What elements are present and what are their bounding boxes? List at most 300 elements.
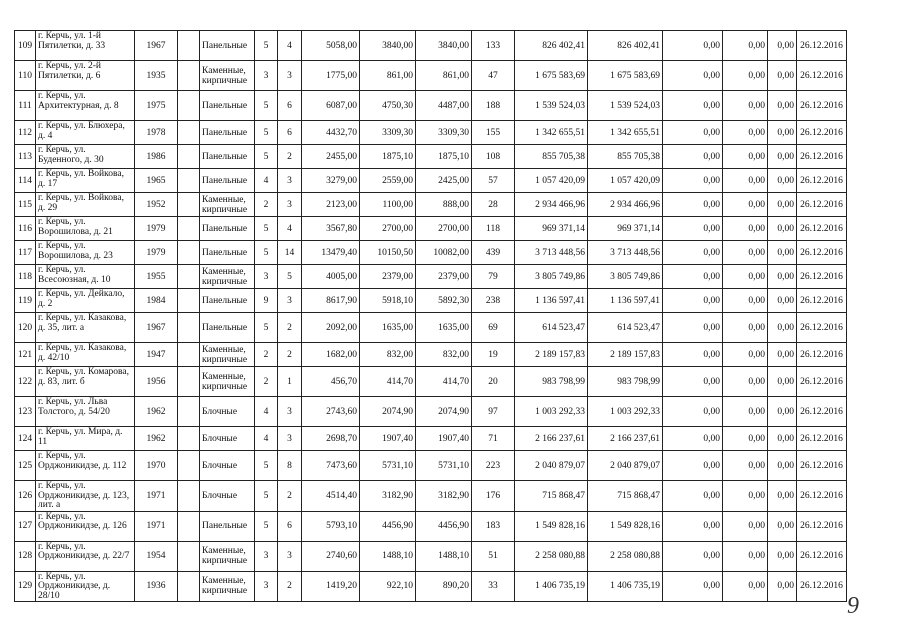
address-cell: г. Керчь, ул. Войкова, д. 17 [36, 169, 135, 193]
year-built-cell: 1978 [135, 121, 178, 145]
residential-area-cell: 4487,00 [416, 91, 472, 121]
residents-cell: 33 [472, 571, 515, 602]
budget-cell-2: 0,00 [723, 367, 768, 397]
year-built-cell: 1965 [135, 169, 178, 193]
blank-cell [178, 397, 200, 427]
fund-cost-cell: 2 040 879,07 [588, 451, 663, 481]
living-area-cell: 922,10 [360, 571, 416, 602]
entrances-cell: 14 [278, 241, 302, 265]
floors-cell: 2 [255, 367, 278, 397]
residents-cell: 118 [472, 217, 515, 241]
budget-cell-1: 0,00 [663, 397, 723, 427]
table-row [15, 241, 847, 265]
residents-cell: 223 [472, 451, 515, 481]
table-row [15, 193, 847, 217]
floors-cell: 4 [255, 427, 278, 451]
budget-cell-3: 0,00 [768, 121, 797, 145]
residential-area-cell: 5731,10 [416, 451, 472, 481]
total-area-cell: 1775,00 [302, 61, 360, 91]
year-built-cell: 1956 [135, 367, 178, 397]
residents-cell: 19 [472, 343, 515, 367]
budget-cell-1: 0,00 [663, 91, 723, 121]
table-body [15, 31, 847, 602]
row-number-cell: 124 [15, 427, 36, 451]
residents-cell: 57 [472, 169, 515, 193]
address-cell: г. Керчь, ул. Всесоюзная, д. 10 [36, 265, 135, 289]
floors-cell: 3 [255, 265, 278, 289]
address-cell: г. Керчь, ул. Архитектурная, д. 8 [36, 91, 135, 121]
completion-date-cell: 26.12.2016 [797, 169, 847, 193]
budget-cell-2: 0,00 [723, 541, 768, 571]
living-area-cell: 5731,10 [360, 451, 416, 481]
repair-cost-cell: 1 675 583,69 [515, 61, 588, 91]
budget-cell-1: 0,00 [663, 451, 723, 481]
living-area-cell: 2074,90 [360, 397, 416, 427]
table-row [15, 217, 847, 241]
repair-cost-cell: 1 136 597,41 [515, 289, 588, 313]
completion-date-cell: 26.12.2016 [797, 343, 847, 367]
residents-cell: 176 [472, 481, 515, 512]
blank-cell [178, 511, 200, 541]
year-built-cell: 1935 [135, 61, 178, 91]
living-area-cell: 5918,10 [360, 289, 416, 313]
fund-cost-cell: 1 675 583,69 [588, 61, 663, 91]
budget-cell-2: 0,00 [723, 265, 768, 289]
row-number-cell: 122 [15, 367, 36, 397]
completion-date-cell: 26.12.2016 [797, 541, 847, 571]
wall-material-cell: Каменные, кирпичные [200, 265, 255, 289]
residential-area-cell: 1635,00 [416, 313, 472, 343]
row-number-cell: 127 [15, 511, 36, 541]
living-area-cell: 2559,00 [360, 169, 416, 193]
year-built-cell: 1954 [135, 541, 178, 571]
year-built-cell: 1979 [135, 241, 178, 265]
repair-cost-cell: 2 258 080,88 [515, 541, 588, 571]
fund-cost-cell: 1 003 292,33 [588, 397, 663, 427]
budget-cell-3: 0,00 [768, 343, 797, 367]
repair-cost-cell: 3 713 448,56 [515, 241, 588, 265]
total-area-cell: 4432,70 [302, 121, 360, 145]
entrances-cell: 4 [278, 31, 302, 61]
repair-cost-cell: 2 934 466,96 [515, 193, 588, 217]
wall-material-cell: Каменные, кирпичные [200, 541, 255, 571]
completion-date-cell: 26.12.2016 [797, 397, 847, 427]
wall-material-cell: Блочные [200, 451, 255, 481]
residential-area-cell: 3182,90 [416, 481, 472, 512]
total-area-cell: 2455,00 [302, 145, 360, 169]
residential-area-cell: 2425,00 [416, 169, 472, 193]
fund-cost-cell: 969 371,14 [588, 217, 663, 241]
budget-cell-2: 0,00 [723, 481, 768, 512]
entrances-cell: 3 [278, 169, 302, 193]
entrances-cell: 3 [278, 289, 302, 313]
budget-cell-2: 0,00 [723, 31, 768, 61]
residents-cell: 20 [472, 367, 515, 397]
address-cell: г. Керчь, ул. 2-й Пятилетки, д. 6 [36, 61, 135, 91]
residential-area-cell: 832,00 [416, 343, 472, 367]
repair-cost-cell: 826 402,41 [515, 31, 588, 61]
residents-cell: 155 [472, 121, 515, 145]
total-area-cell: 2740,60 [302, 541, 360, 571]
row-number-cell: 118 [15, 265, 36, 289]
entrances-cell: 3 [278, 541, 302, 571]
total-area-cell: 2698,70 [302, 427, 360, 451]
wall-material-cell: Каменные, кирпичные [200, 367, 255, 397]
residential-area-cell: 2074,90 [416, 397, 472, 427]
wall-material-cell: Каменные, кирпичные [200, 193, 255, 217]
budget-cell-1: 0,00 [663, 121, 723, 145]
row-number-cell: 129 [15, 571, 36, 602]
housing-register-table [14, 30, 847, 602]
blank-cell [178, 169, 200, 193]
repair-cost-cell: 969 371,14 [515, 217, 588, 241]
residential-area-cell: 861,00 [416, 61, 472, 91]
completion-date-cell: 26.12.2016 [797, 217, 847, 241]
year-built-cell: 1967 [135, 313, 178, 343]
budget-cell-2: 0,00 [723, 313, 768, 343]
budget-cell-3: 0,00 [768, 91, 797, 121]
budget-cell-1: 0,00 [663, 31, 723, 61]
year-built-cell: 1971 [135, 481, 178, 512]
row-number-cell: 125 [15, 451, 36, 481]
residential-area-cell: 1875,10 [416, 145, 472, 169]
address-cell: г. Керчь, ул. Орджоникидзе, д. 28/10 [36, 571, 135, 602]
budget-cell-1: 0,00 [663, 427, 723, 451]
residents-cell: 47 [472, 61, 515, 91]
wall-material-cell: Панельные [200, 511, 255, 541]
year-built-cell: 1975 [135, 91, 178, 121]
total-area-cell: 456,70 [302, 367, 360, 397]
budget-cell-2: 0,00 [723, 121, 768, 145]
row-number-cell: 119 [15, 289, 36, 313]
row-number-cell: 117 [15, 241, 36, 265]
fund-cost-cell: 2 258 080,88 [588, 541, 663, 571]
blank-cell [178, 343, 200, 367]
completion-date-cell: 26.12.2016 [797, 481, 847, 512]
repair-cost-cell: 1 003 292,33 [515, 397, 588, 427]
table-row [15, 397, 847, 427]
living-area-cell: 2379,00 [360, 265, 416, 289]
floors-cell: 3 [255, 571, 278, 602]
fund-cost-cell: 1 057 420,09 [588, 169, 663, 193]
residential-area-cell: 4456,90 [416, 511, 472, 541]
budget-cell-1: 0,00 [663, 541, 723, 571]
budget-cell-3: 0,00 [768, 169, 797, 193]
entrances-cell: 3 [278, 397, 302, 427]
budget-cell-2: 0,00 [723, 511, 768, 541]
row-number-cell: 112 [15, 121, 36, 145]
row-number-cell: 109 [15, 31, 36, 61]
blank-cell [178, 91, 200, 121]
address-cell: г. Керчь, ул. Орджоникидзе, д. 123, лит. а [36, 481, 135, 512]
entrances-cell: 2 [278, 145, 302, 169]
repair-cost-cell: 1 539 524,03 [515, 91, 588, 121]
row-number-cell: 126 [15, 481, 36, 512]
repair-cost-cell: 3 805 749,86 [515, 265, 588, 289]
blank-cell [178, 571, 200, 602]
floors-cell: 5 [255, 241, 278, 265]
repair-cost-cell: 614 523,47 [515, 313, 588, 343]
table-row [15, 313, 847, 343]
repair-cost-cell: 2 166 237,61 [515, 427, 588, 451]
repair-cost-cell: 1 549 828,16 [515, 511, 588, 541]
total-area-cell: 8617,90 [302, 289, 360, 313]
budget-cell-3: 0,00 [768, 145, 797, 169]
budget-cell-2: 0,00 [723, 91, 768, 121]
residential-area-cell: 414,70 [416, 367, 472, 397]
living-area-cell: 1907,40 [360, 427, 416, 451]
total-area-cell: 2123,00 [302, 193, 360, 217]
wall-material-cell: Панельные [200, 31, 255, 61]
floors-cell: 5 [255, 313, 278, 343]
budget-cell-3: 0,00 [768, 541, 797, 571]
budget-cell-3: 0,00 [768, 193, 797, 217]
budget-cell-3: 0,00 [768, 571, 797, 602]
total-area-cell: 7473,60 [302, 451, 360, 481]
budget-cell-1: 0,00 [663, 313, 723, 343]
budget-cell-1: 0,00 [663, 193, 723, 217]
table-row [15, 289, 847, 313]
wall-material-cell: Блочные [200, 427, 255, 451]
repair-cost-cell: 983 798,99 [515, 367, 588, 397]
entrances-cell: 1 [278, 367, 302, 397]
blank-cell [178, 145, 200, 169]
table-row [15, 121, 847, 145]
entrances-cell: 4 [278, 217, 302, 241]
blank-cell [178, 289, 200, 313]
living-area-cell: 1875,10 [360, 145, 416, 169]
wall-material-cell: Панельные [200, 169, 255, 193]
blank-cell [178, 217, 200, 241]
residents-cell: 133 [472, 31, 515, 61]
wall-material-cell: Панельные [200, 91, 255, 121]
floors-cell: 3 [255, 61, 278, 91]
budget-cell-3: 0,00 [768, 397, 797, 427]
row-number-cell: 114 [15, 169, 36, 193]
floors-cell: 5 [255, 31, 278, 61]
repair-cost-cell: 2 189 157,83 [515, 343, 588, 367]
table-row [15, 91, 847, 121]
budget-cell-3: 0,00 [768, 313, 797, 343]
year-built-cell: 1955 [135, 265, 178, 289]
budget-cell-2: 0,00 [723, 241, 768, 265]
year-built-cell: 1986 [135, 145, 178, 169]
entrances-cell: 3 [278, 61, 302, 91]
budget-cell-1: 0,00 [663, 289, 723, 313]
completion-date-cell: 26.12.2016 [797, 427, 847, 451]
budget-cell-3: 0,00 [768, 451, 797, 481]
table-row [15, 541, 847, 571]
completion-date-cell: 26.12.2016 [797, 91, 847, 121]
floors-cell: 2 [255, 193, 278, 217]
repair-cost-cell: 1 342 655,51 [515, 121, 588, 145]
budget-cell-2: 0,00 [723, 145, 768, 169]
fund-cost-cell: 3 805 749,86 [588, 265, 663, 289]
residents-cell: 69 [472, 313, 515, 343]
budget-cell-1: 0,00 [663, 367, 723, 397]
fund-cost-cell: 1 549 828,16 [588, 511, 663, 541]
budget-cell-3: 0,00 [768, 511, 797, 541]
completion-date-cell: 26.12.2016 [797, 265, 847, 289]
living-area-cell: 3840,00 [360, 31, 416, 61]
year-built-cell: 1967 [135, 31, 178, 61]
row-number-cell: 121 [15, 343, 36, 367]
row-number-cell: 115 [15, 193, 36, 217]
budget-cell-3: 0,00 [768, 217, 797, 241]
fund-cost-cell: 2 934 466,96 [588, 193, 663, 217]
table-row [15, 481, 847, 512]
blank-cell [178, 427, 200, 451]
total-area-cell: 3279,00 [302, 169, 360, 193]
address-cell: г. Керчь, ул. Буденного, д. 30 [36, 145, 135, 169]
residents-cell: 108 [472, 145, 515, 169]
year-built-cell: 1936 [135, 571, 178, 602]
completion-date-cell: 26.12.2016 [797, 289, 847, 313]
living-area-cell: 2700,00 [360, 217, 416, 241]
row-number-cell: 123 [15, 397, 36, 427]
budget-cell-2: 0,00 [723, 397, 768, 427]
budget-cell-2: 0,00 [723, 169, 768, 193]
floors-cell: 5 [255, 121, 278, 145]
floors-cell: 5 [255, 451, 278, 481]
wall-material-cell: Каменные, кирпичные [200, 61, 255, 91]
year-built-cell: 1952 [135, 193, 178, 217]
completion-date-cell: 26.12.2016 [797, 241, 847, 265]
residential-area-cell: 1907,40 [416, 427, 472, 451]
year-built-cell: 1971 [135, 511, 178, 541]
budget-cell-2: 0,00 [723, 61, 768, 91]
residential-area-cell: 2379,00 [416, 265, 472, 289]
repair-cost-cell: 715 868,47 [515, 481, 588, 512]
residents-cell: 51 [472, 541, 515, 571]
residential-area-cell: 888,00 [416, 193, 472, 217]
completion-date-cell: 26.12.2016 [797, 61, 847, 91]
budget-cell-3: 0,00 [768, 31, 797, 61]
floors-cell: 9 [255, 289, 278, 313]
entrances-cell: 3 [278, 193, 302, 217]
residents-cell: 183 [472, 511, 515, 541]
fund-cost-cell: 826 402,41 [588, 31, 663, 61]
budget-cell-2: 0,00 [723, 289, 768, 313]
row-number-cell: 120 [15, 313, 36, 343]
address-cell: г. Керчь, ул. Казакова, д. 42/10 [36, 343, 135, 367]
table-row [15, 265, 847, 289]
address-cell: г. Керчь, ул. Блюхера, д. 4 [36, 121, 135, 145]
living-area-cell: 3309,30 [360, 121, 416, 145]
entrances-cell: 2 [278, 481, 302, 512]
fund-cost-cell: 1 342 655,51 [588, 121, 663, 145]
repair-cost-cell: 855 705,38 [515, 145, 588, 169]
address-cell: г. Керчь, ул. Казакова, д. 35, лит. а [36, 313, 135, 343]
floors-cell: 4 [255, 397, 278, 427]
budget-cell-2: 0,00 [723, 571, 768, 602]
table-row [15, 427, 847, 451]
entrances-cell: 6 [278, 91, 302, 121]
blank-cell [178, 31, 200, 61]
fund-cost-cell: 614 523,47 [588, 313, 663, 343]
blank-cell [178, 121, 200, 145]
budget-cell-1: 0,00 [663, 511, 723, 541]
completion-date-cell: 26.12.2016 [797, 571, 847, 602]
fund-cost-cell: 2 189 157,83 [588, 343, 663, 367]
budget-cell-1: 0,00 [663, 241, 723, 265]
residents-cell: 28 [472, 193, 515, 217]
address-cell: г. Керчь, ул. Дейкало, д. 2 [36, 289, 135, 313]
residents-cell: 71 [472, 427, 515, 451]
fund-cost-cell: 715 868,47 [588, 481, 663, 512]
residents-cell: 188 [472, 91, 515, 121]
budget-cell-1: 0,00 [663, 481, 723, 512]
total-area-cell: 4005,00 [302, 265, 360, 289]
completion-date-cell: 26.12.2016 [797, 313, 847, 343]
floors-cell: 5 [255, 511, 278, 541]
living-area-cell: 414,70 [360, 367, 416, 397]
total-area-cell: 2743,60 [302, 397, 360, 427]
table-row [15, 451, 847, 481]
blank-cell [178, 265, 200, 289]
total-area-cell: 3567,80 [302, 217, 360, 241]
budget-cell-3: 0,00 [768, 61, 797, 91]
blank-cell [178, 61, 200, 91]
budget-cell-1: 0,00 [663, 145, 723, 169]
row-number-cell: 110 [15, 61, 36, 91]
fund-cost-cell: 3 713 448,56 [588, 241, 663, 265]
entrances-cell: 2 [278, 343, 302, 367]
completion-date-cell: 26.12.2016 [797, 31, 847, 61]
entrances-cell: 6 [278, 121, 302, 145]
table-row [15, 31, 847, 61]
total-area-cell: 4514,40 [302, 481, 360, 512]
living-area-cell: 1488,10 [360, 541, 416, 571]
budget-cell-3: 0,00 [768, 427, 797, 451]
living-area-cell: 1635,00 [360, 313, 416, 343]
fund-cost-cell: 2 166 237,61 [588, 427, 663, 451]
residential-area-cell: 890,20 [416, 571, 472, 602]
row-number-cell: 111 [15, 91, 36, 121]
total-area-cell: 1682,00 [302, 343, 360, 367]
floors-cell: 3 [255, 541, 278, 571]
residential-area-cell: 1488,10 [416, 541, 472, 571]
budget-cell-3: 0,00 [768, 367, 797, 397]
completion-date-cell: 26.12.2016 [797, 451, 847, 481]
year-built-cell: 1984 [135, 289, 178, 313]
repair-cost-cell: 1 057 420,09 [515, 169, 588, 193]
residential-area-cell: 10082,00 [416, 241, 472, 265]
address-cell: г. Керчь, ул. Ворошилова, д. 23 [36, 241, 135, 265]
entrances-cell: 2 [278, 571, 302, 602]
page-number: 9 [847, 593, 859, 619]
table-row [15, 511, 847, 541]
blank-cell [178, 481, 200, 512]
blank-cell [178, 313, 200, 343]
completion-date-cell: 26.12.2016 [797, 145, 847, 169]
residential-area-cell: 3309,30 [416, 121, 472, 145]
address-cell: г. Керчь, ул. 1-й Пятилетки, д. 33 [36, 31, 135, 61]
budget-cell-1: 0,00 [663, 571, 723, 602]
year-built-cell: 1979 [135, 217, 178, 241]
row-number-cell: 116 [15, 217, 36, 241]
floors-cell: 5 [255, 91, 278, 121]
living-area-cell: 832,00 [360, 343, 416, 367]
repair-cost-cell: 2 040 879,07 [515, 451, 588, 481]
total-area-cell: 5058,00 [302, 31, 360, 61]
budget-cell-3: 0,00 [768, 481, 797, 512]
blank-cell [178, 193, 200, 217]
budget-cell-1: 0,00 [663, 169, 723, 193]
entrances-cell: 5 [278, 265, 302, 289]
total-area-cell: 1419,20 [302, 571, 360, 602]
completion-date-cell: 26.12.2016 [797, 367, 847, 397]
